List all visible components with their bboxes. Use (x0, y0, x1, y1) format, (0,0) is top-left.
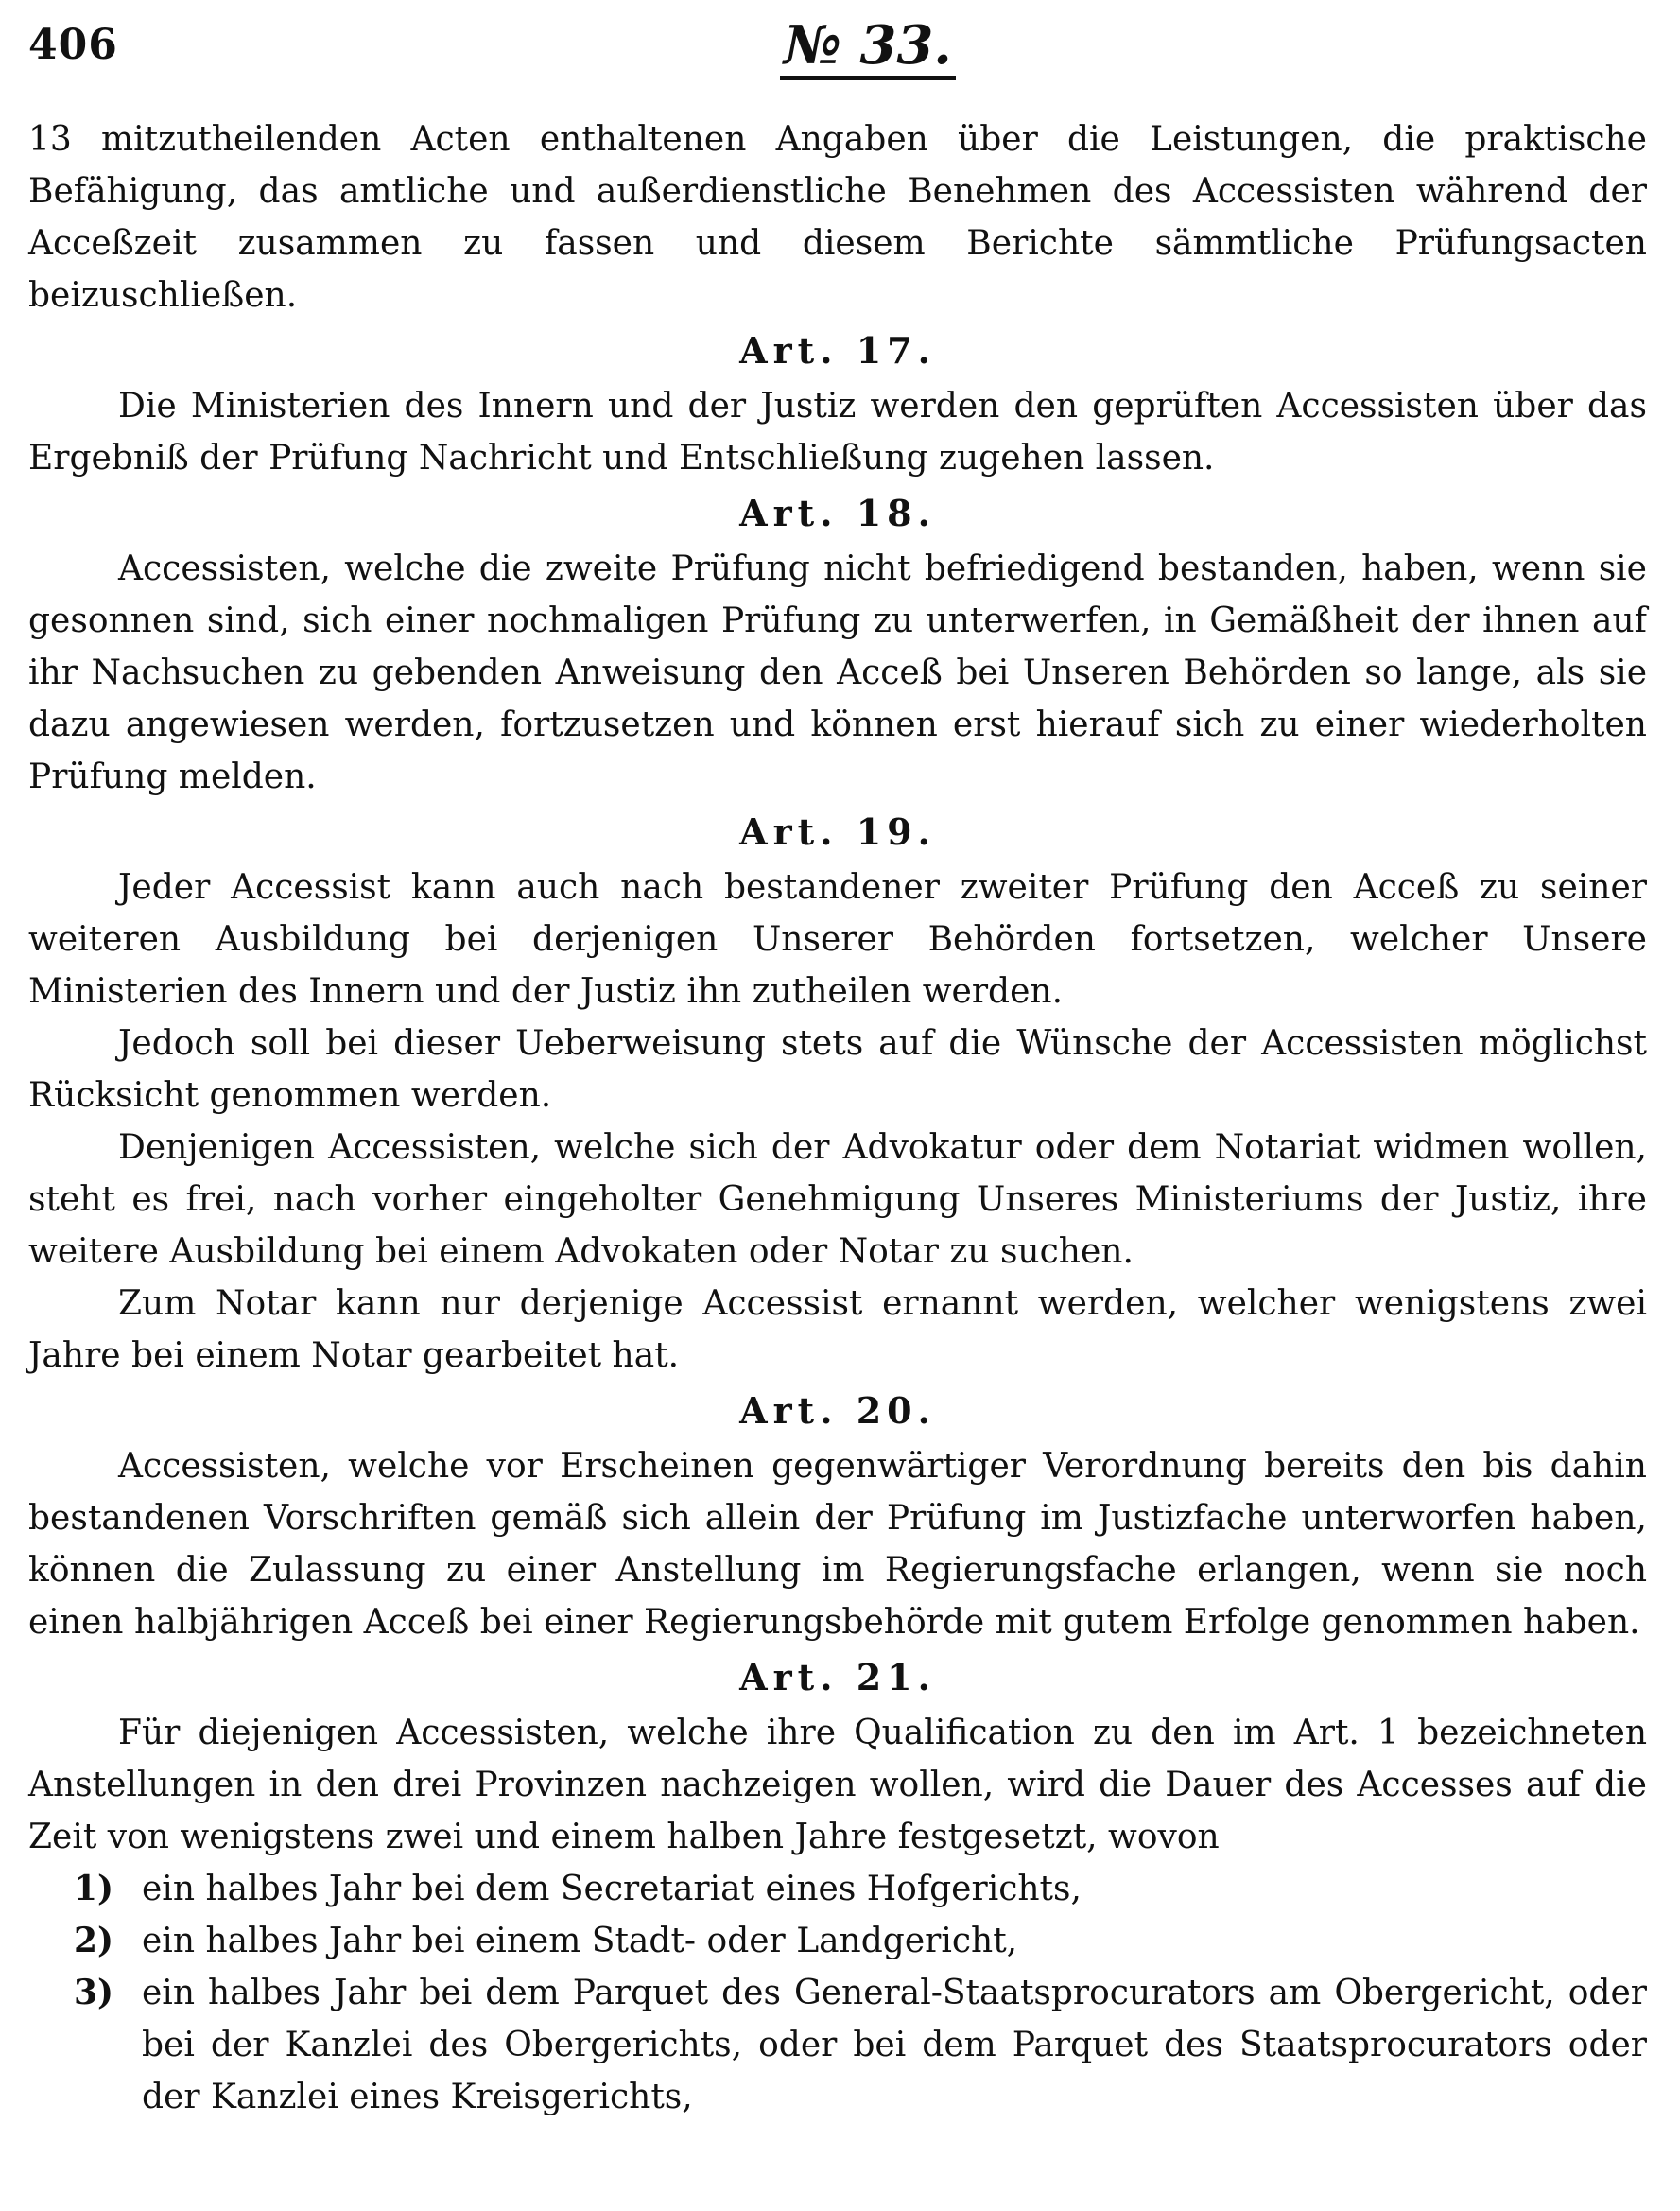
article-20-heading: Art. 20. (739, 1389, 936, 1432)
list-item (28, 1915, 1647, 1967)
intro-paragraph: 13 mitzutheilenden Acten enthaltenen Angaben über die Leistungen, die praktische Befähigung, das amtliche und außerdienstliche Benehmen des Accessisten während der Accеßzeit zusammen zu fassen und diesem Berichte sämmtliche Prüfungsacten beizuschließen. (28, 120, 1647, 315)
article-18-heading: Art. 18. (739, 492, 936, 534)
article-21-heading: Art. 21. (739, 1656, 936, 1698)
list-item-text: ein halbes Jahr bei dem Parquet des General-Staatsprocurators am Obergericht, oder bei der Kanzlei des Obergerichts, oder bei dem Parquet des Staatsprocurators oder der Kanzlei eines Kreisgerichts, (142, 1974, 1647, 2116)
list-item-text: ein halbes Jahr bei einem Stadt- oder Landgericht, (142, 1922, 1018, 1960)
article-17-heading: Art. 17. (739, 329, 936, 372)
article-18-paragraph: Accessisten, welche die zweite Prüfung nicht befriedigend bestanden, haben, wenn sie gesonnen sind, sich einer nochmaligen Prüfung zu unterwerfen, in Gemäßheit der ihnen auf ihr Nachsuchen zu gebenden Anweisung den Acceß bei Unseren Behörden so lange, als sie dazu angewiesen werden, fortzusetzen und können erst hierauf sich zu einer wiederholten Prüfung melden. (28, 549, 1647, 796)
list-item-label: 3) (74, 1973, 114, 2012)
list-item-text: ein halbes Jahr bei dem Secretariat eines Hofgerichts, (142, 1870, 1082, 1908)
article-19-paragraph-3: Denjenigen Accessisten, welche sich der Advokatur oder dem Notariat widmen wollen, steht es frei, nach vorher eingeholter Genehmigung Unseres Ministeriums der Justiz, ihre weitere Ausbildung bei einem Advokaten oder Notar zu suchen. (28, 1128, 1647, 1271)
page-number: 406 (28, 21, 118, 69)
article-21-list (28, 1863, 1647, 2123)
issue-number: № 33. (780, 15, 956, 80)
list-item (28, 1863, 1647, 1915)
list-item (28, 1967, 1647, 2123)
page-header (28, 14, 1642, 87)
article-19-paragraph-1: Jeder Accessist kann auch nach bestandener zweiter Prüfung den Acceß zu seiner weiteren Ausbildung bei derjenigen Unserer Behörden fortsetzen, welcher Unsere Ministerien des Innern und der Justiz ihn zutheilen werden. (28, 868, 1647, 1011)
article-19-paragraph-2: Jedoch soll bei dieser Ueberweisung stets auf die Wünsche der Accessisten möglichst Rücksicht genommen werden. (28, 1024, 1647, 1115)
article-19-heading: Art. 19. (739, 810, 936, 853)
document-body (28, 113, 1647, 2123)
list-item-label: 1) (74, 1869, 114, 1908)
list-item-label: 2) (74, 1921, 114, 1960)
article-21-paragraph: Für diejenigen Accessisten, welche ihre Qualification zu den im Art. 1 bezeichneten Anstellungen in den drei Provinzen nachzeigen wollen, wird die Dauer des Accesses auf die Zeit von wenigstens zwei und einem halben Jahre festgesetzt, wovon (28, 1714, 1647, 1856)
article-19-paragraph-4: Zum Notar kann nur derjenige Accessist ernannt werden, welcher wenigstens zwei Jahre bei einem Notar gearbeitet hat. (28, 1284, 1647, 1375)
article-17-paragraph: Die Ministerien des Innern und der Justiz werden den geprüften Accessisten über das Ergebniß der Prüfung Nachricht und Entschließung zugehen lassen. (28, 387, 1647, 478)
article-20-paragraph: Accessisten, welche vor Erscheinen gegenwärtiger Verordnung bereits den bis dahin bestandenen Vorschriften gemäß sich allein der Prüfung im Justizfache unterworfen haben, können die Zulassung zu einer Anstellung im Regierungsfache erlangen, wenn sie noch einen halbjährigen Acceß bei einer Regierungsbehörde mit gutem Erfolge genommen haben. (28, 1447, 1647, 1642)
